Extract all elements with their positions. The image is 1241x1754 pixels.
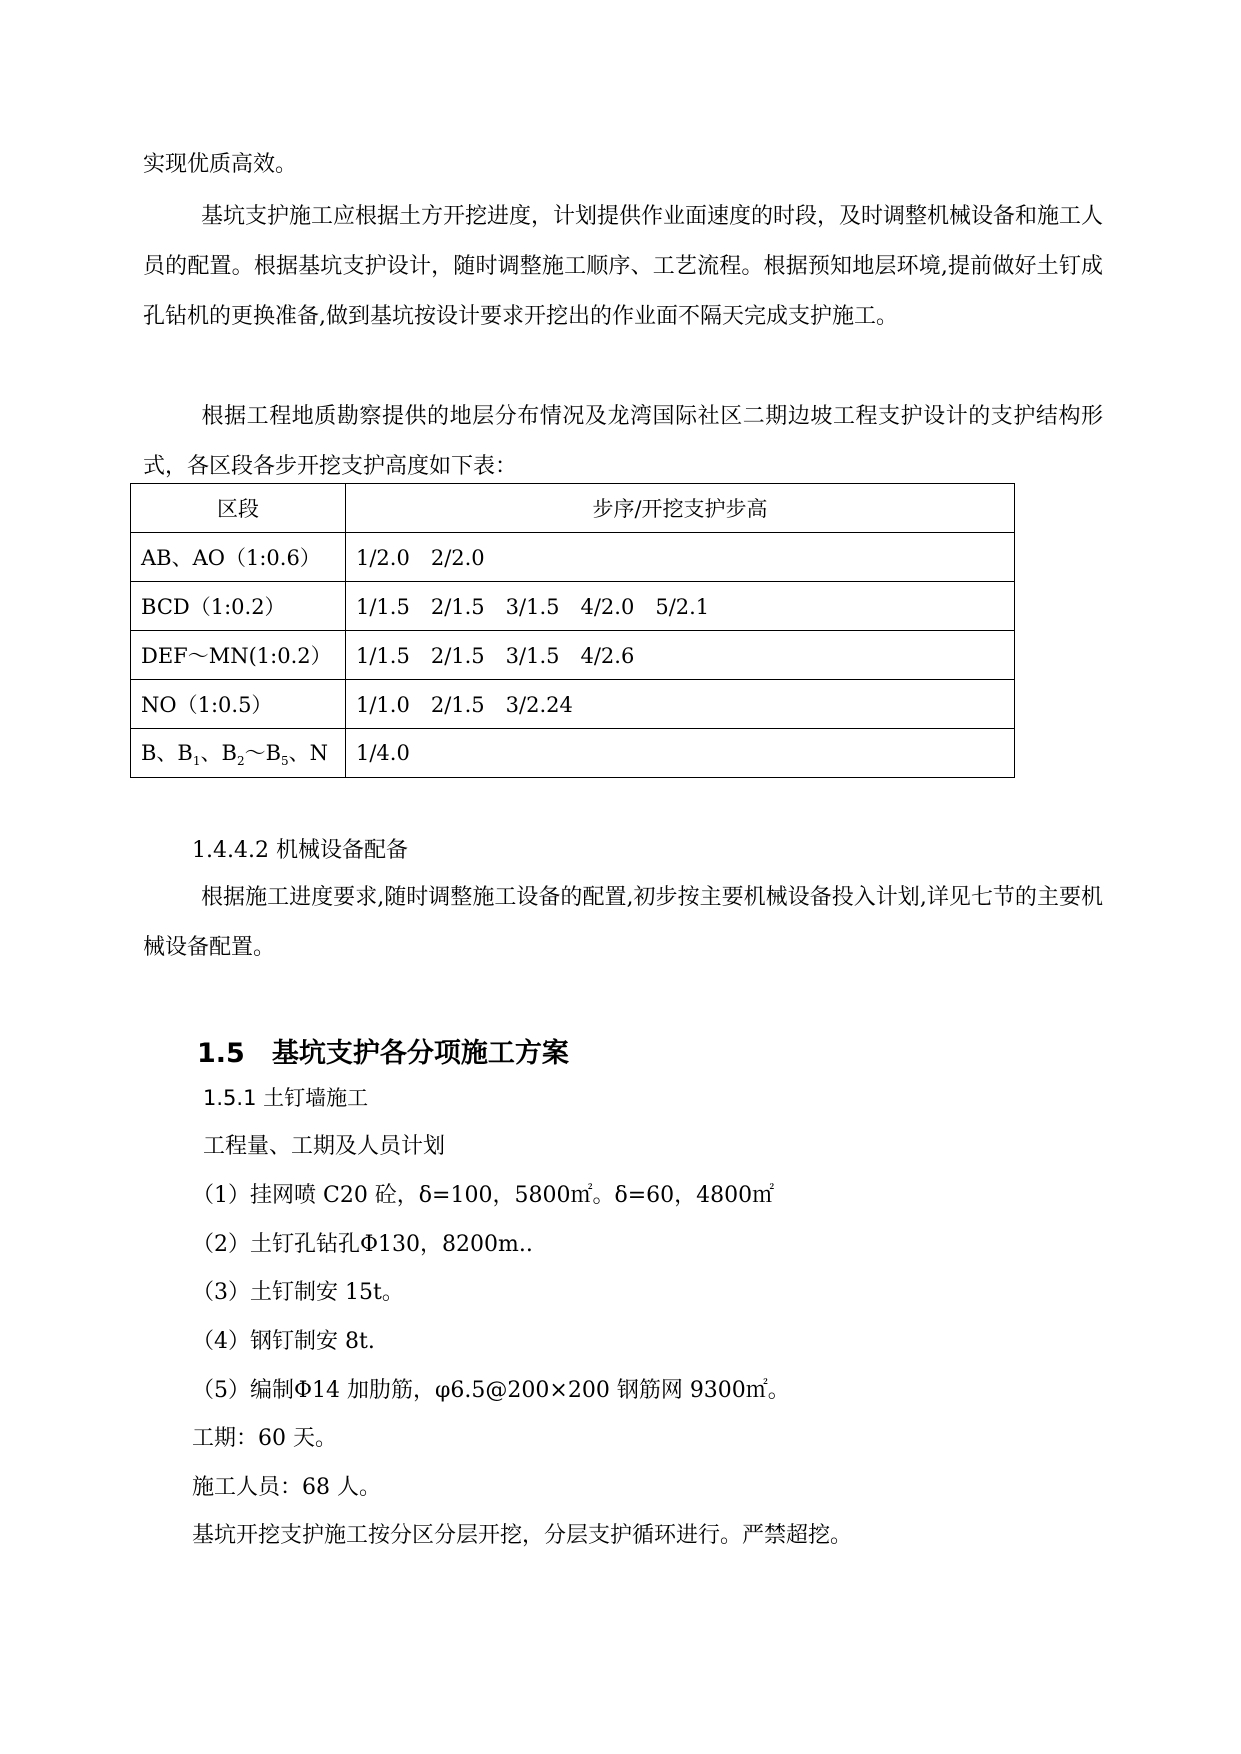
paragraph-equipment xyxy=(143,873,1103,973)
table-row xyxy=(131,533,1015,582)
section-text: ～B xyxy=(244,741,282,766)
table-header-row xyxy=(131,484,1015,533)
list-item: （5）编制Φ14 加肋筋，φ6.5@200×200 钢筋网 9300㎡。 xyxy=(192,1378,790,1403)
section-text: B、B xyxy=(141,741,193,766)
table-cell-section xyxy=(131,729,346,778)
table-header-steps: 步序/开挖支护步高 xyxy=(346,484,1015,533)
table-row xyxy=(131,631,1015,680)
excavation-steps-table xyxy=(130,483,1015,778)
list-item: （2）土钉孔钻孔Φ130，8200m.. xyxy=(192,1232,533,1257)
subscript: 2 xyxy=(236,754,245,769)
paragraph-support-schedule xyxy=(143,192,1103,342)
workers-line: 施工人员：68 人。 xyxy=(192,1475,381,1500)
list-item: （3）土钉制安 15t。 xyxy=(192,1280,404,1305)
table-cell-section: NO（1:0.5） xyxy=(131,680,346,729)
table-cell-steps: 1/1.0 2/1.5 3/2.24 xyxy=(346,680,1015,729)
table-row xyxy=(131,729,1015,778)
list-item: （4）钢钉制安 8t. xyxy=(192,1329,375,1354)
section-text: 、B xyxy=(200,741,237,766)
paragraph-text: 根据工程地质勘察提供的地层分布情况及龙湾国际社区二期边坡工程支护设计的支护结构形式，各区段各步开挖支护高度如下表： xyxy=(143,404,1103,479)
subscript: 1 xyxy=(192,754,201,769)
paragraph-text: 基坑支护施工应根据土方开挖进度，计划提供作业面速度的时段，及时调整机械设备和施工人员的配置。根据基坑支护设计，随时调整施工顺序、工艺流程。根据预知地层环境,提前做好土钉成孔钻机的更换准备,做到基坑按设计要求开挖出的作业面不隔天完成支护施工。 xyxy=(143,204,1104,329)
subscript: 5 xyxy=(281,754,289,769)
plan-title: 工程量、工期及人员计划 xyxy=(203,1134,446,1159)
table-row xyxy=(131,680,1015,729)
duration-line: 工期：60 天。 xyxy=(192,1426,337,1451)
table-row xyxy=(131,582,1015,631)
section-text: 、N xyxy=(288,741,329,766)
section-heading-15: 1.5 基坑支护各分项施工方案 xyxy=(197,1038,569,1069)
section-heading-151: 1.5.1 土钉墙施工 xyxy=(203,1086,369,1110)
table-cell-steps: 1/1.5 2/1.5 3/1.5 4/2.0 5/2.1 xyxy=(346,582,1015,631)
subheading-1442: 1.4.4.2 机械设备配备 xyxy=(192,838,408,863)
list-item: （1）挂网喷 C20 砼，δ=100，5800㎡。δ=60，4800㎡ xyxy=(192,1183,775,1208)
table-header-section: 区段 xyxy=(131,484,346,533)
paragraph-text: 根据施工进度要求,随时调整施工设备的配置,初步按主要机械设备投入计划,详见七节的主要机械设备配置。 xyxy=(143,885,1103,960)
table-cell-section: AB、AO（1:0.6） xyxy=(131,533,346,582)
table-cell-section: BCD（1:0.2） xyxy=(131,582,346,631)
closing-line: 基坑开挖支护施工按分区分层开挖，分层支护循环进行。严禁超挖。 xyxy=(192,1523,853,1548)
table-cell-steps: 1/1.5 2/1.5 3/1.5 4/2.6 xyxy=(346,631,1015,680)
table-cell-steps: 1/4.0 xyxy=(346,729,1015,778)
paragraph-table-intro xyxy=(143,392,1103,492)
intro-line: 实现优质高效。 xyxy=(143,152,298,177)
table-cell-steps: 1/2.0 2/2.0 xyxy=(346,533,1015,582)
table-cell-section: DEF～MN(1:0.2） xyxy=(131,631,346,680)
